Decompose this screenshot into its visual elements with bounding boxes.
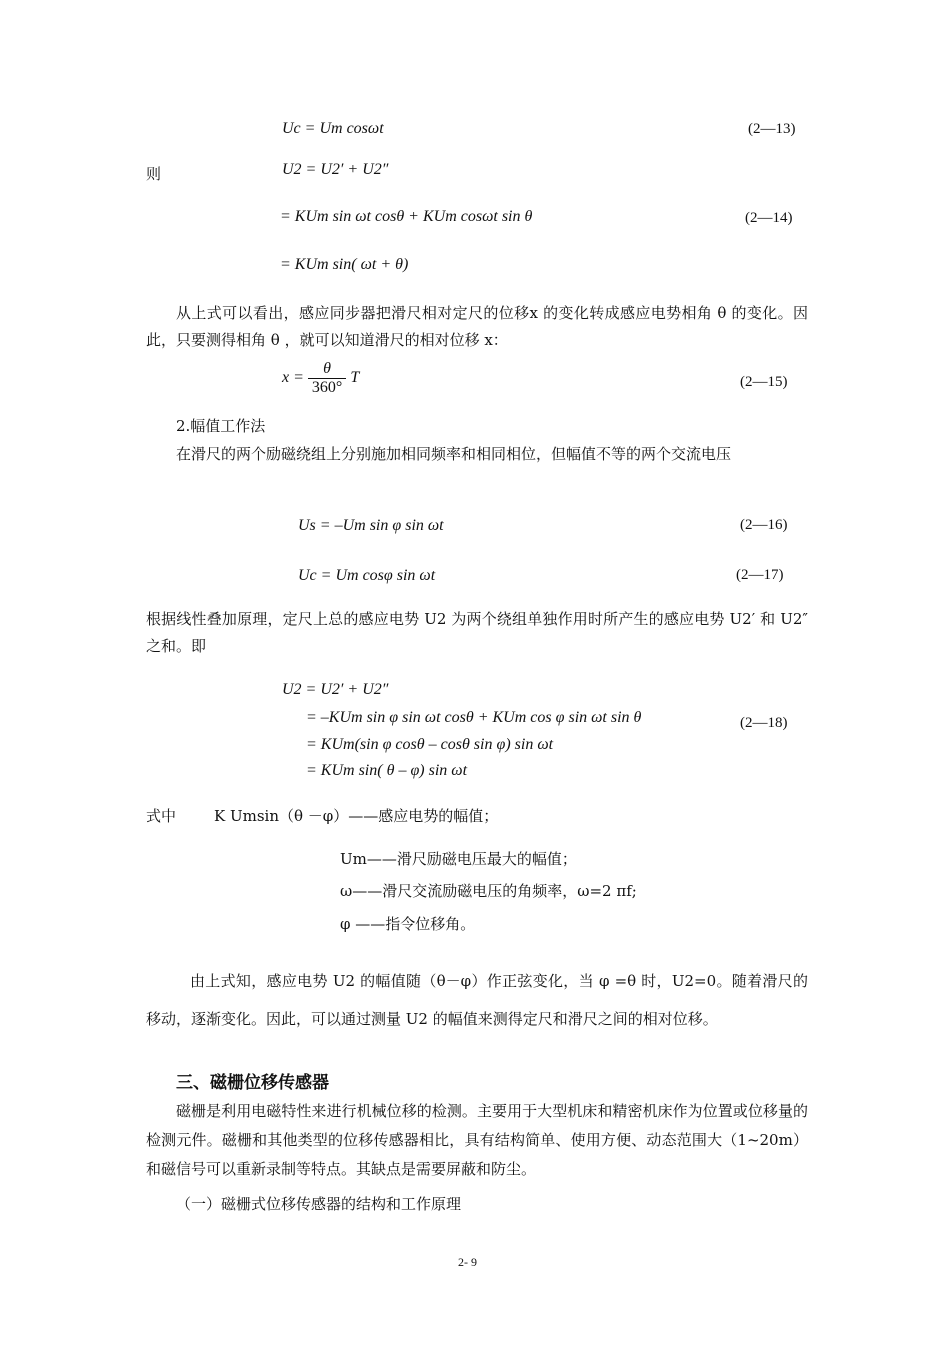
eq-2-15-numerator: θ	[308, 360, 346, 379]
equation-2-18-line4: = KUm sin( θ – φ) sin ωt	[306, 762, 468, 779]
where-item-omega: ω——滑尺交流励磁电压的角频率，ω=2 πf;	[340, 882, 637, 900]
subheading-amplitude-method: 2.幅值工作法	[176, 417, 266, 435]
equation-number-2-17: (2—17)	[736, 567, 784, 583]
equation-number-2-15: (2—15)	[740, 374, 788, 390]
where-item-phi: φ ——指令位移角。	[340, 915, 476, 933]
equation-2-14-line1: U2 = U2′ + U2″	[282, 161, 389, 178]
equation-2-17: Uc = Um cosφ sin ωt	[298, 567, 436, 584]
where-item-amplitude: K Umsin（θ －φ）——感应电势的幅值；	[214, 807, 499, 825]
paragraph-4: 由上式知，感应电势 U2 的幅值随（θ－φ）作正弦变化，当 φ =θ 时，U2=0。随着滑尺的移动，逐渐变化。因此，可以通过测量 U2 的幅值来测得定尺和滑尺之间的相对位移。	[146, 972, 808, 1028]
equation-2-14-line2: = KUm sin ωt cosθ + KUm cosωt sin θ	[280, 208, 533, 225]
equation-2-18-line1: U2 = U2′ + U2″	[282, 681, 389, 698]
equation-2-18-line3: = KUm(sin φ cosθ – cosθ sin φ) sin ωt	[306, 736, 554, 753]
equation-2-13: Uc = Um cosωt	[282, 120, 384, 137]
eq-2-15-denominator: 360°	[311, 379, 343, 396]
eq-2-15-fraction	[308, 360, 346, 397]
where-label: 式中	[146, 807, 177, 825]
label-ze: 则	[146, 165, 162, 183]
equation-2-16: Us = –Um sin φ sin ωt	[298, 517, 444, 534]
equation-number-2-14: (2—14)	[745, 210, 793, 226]
equation-2-15	[282, 360, 359, 397]
page-number: 2- 9	[458, 1255, 477, 1269]
paragraph-5: 磁栅是利用电磁特性来进行机械位移的检测。主要用于大型机床和精密机床作为位置或位移量的检测元件。磁栅和其他类型的位移传感器相比，具有结构简单、使用方便、动态范围大（1~20m）和磁信号可以重新录制等特点。其缺点是需要屏蔽和防尘。	[146, 1102, 808, 1178]
eq-2-15-rhs: T	[350, 369, 360, 387]
section-heading-magnetic-grating: 三、磁栅位移传感器	[176, 1073, 329, 1093]
paragraph-2: 在滑尺的两个励磁绕组上分别施加相同频率和相同相位，但幅值不等的两个交流电压	[176, 445, 732, 463]
equation-2-18-line2: = –KUm sin φ sin ωt cosθ + KUm cos φ sin ωt sin θ	[306, 709, 642, 726]
eq-2-15-lhs: x =	[282, 369, 304, 387]
equation-number-2-13: (2—13)	[748, 121, 796, 137]
equation-number-2-18: (2—18)	[740, 715, 788, 731]
subsection-heading-structure: （一）磁栅式位移传感器的结构和工作原理	[176, 1195, 462, 1213]
equation-2-14-line3: = KUm sin( ωt + θ)	[280, 256, 409, 273]
where-item-um: Um——滑尺励磁电压最大的幅值；	[340, 850, 577, 868]
paragraph-1: 从上式可以看出，感应同步器把滑尺相对定尺的位移x 的变化转成感应电势相角 θ 的变化。因此，只要测得相角 θ ，就可以知道滑尺的相对位移 x：	[146, 304, 808, 349]
paragraph-3: 根据线性叠加原理，定尺上总的感应电势 U2 为两个绕组单独作用时所产生的感应电势 U2′ 和 U2″ 之和。即	[146, 610, 808, 655]
equation-number-2-16: (2—16)	[740, 517, 788, 533]
